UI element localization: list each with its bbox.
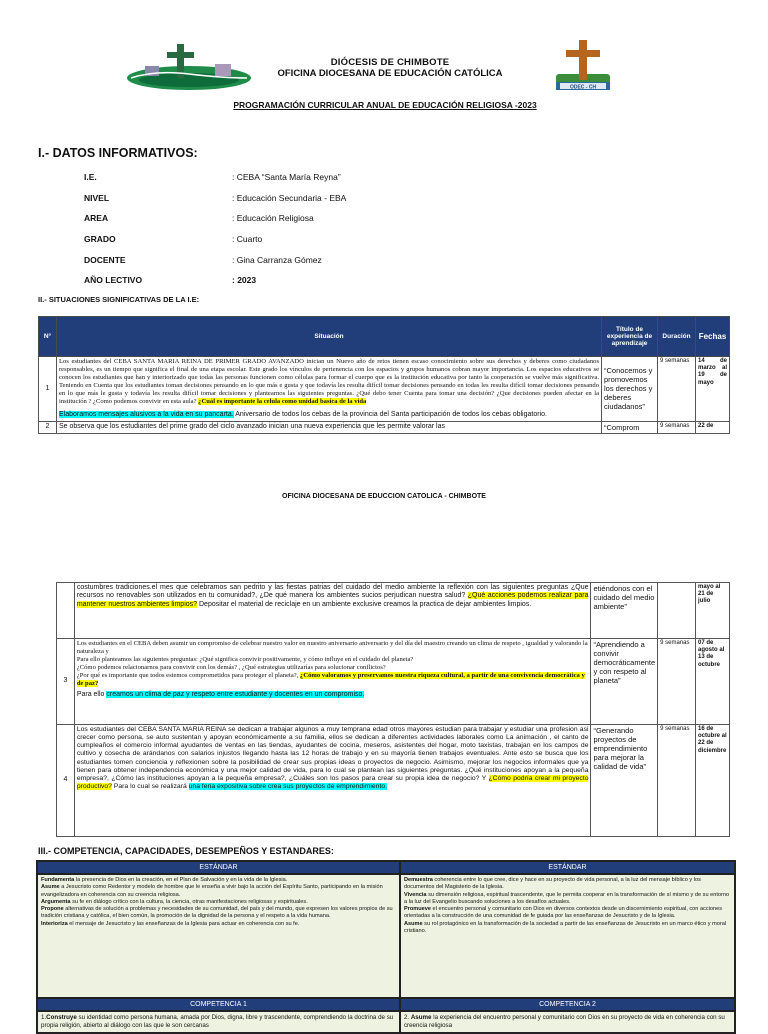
competence2-cell [400, 1011, 735, 1033]
duration-cell: 9 semanas [658, 421, 696, 433]
competence1-header: COMPETENCIA 1 [37, 998, 400, 1011]
standard-item [41, 899, 396, 906]
page-footer: OFICINA DIOCESANA DE EDUCCION CATOLICA - CHIMBOTE [282, 493, 486, 500]
section1-title: I.- DATOS INFORMATIVOS: [38, 146, 198, 160]
situation-cell [56, 357, 601, 422]
standard-item [404, 921, 731, 936]
situation-line: Para ello planteamos las siguientes preguntas: ¿Qué significa convivir positivamente, y cómo influye en el cuidado del planeta? [76, 655, 414, 663]
section2-title: II.- SITUACIONES SIGNIFICATIVAS DE LA I.E: [38, 295, 200, 304]
standard-verb: Promueve [403, 906, 431, 913]
office-title: OFICINA DIOCESANA DE EDUCACIÓN CATÓLICA [277, 68, 503, 79]
standard-left-cell [37, 874, 400, 998]
competence-text: su identidad como persona humana, amada por Dios, digna, libre y trascendente, comprendiendo la doctrina de su propia religión, abierto al diálogo con las que le son cercanas [41, 1014, 394, 1030]
situation-cell: Se observa que los estudiantes del prime grado del ciclo avanzado inician una nueva experiencia que les permite valorar las [56, 421, 601, 433]
situation-highlight: ¿Cómo valoramos y preservamos nuestra riqueza cultural, a partir de una convivencia democrática y de paz? [76, 671, 585, 687]
standard-item [41, 884, 396, 899]
standard-verb: Argumenta [41, 898, 71, 905]
situation-extra-text: Aniversario de todos los cebas de la provincia del Santa participación de todos los cebas obligatorio. [233, 411, 547, 419]
program-title: PROGRAMACIÓN CURRICULAR ANUAL DE EDUCACIÓN RELIGIOSA -2023 [233, 100, 537, 110]
info-value: : 2023 [232, 275, 257, 285]
situation-highlight: ¿Cómo podría crear mi proyecto productivo? [76, 774, 589, 791]
competence-text: la experiencia del encuentro personal y comunitario con Dios en su proyecto de vida en coherencia con su creencia religiosa [403, 1014, 725, 1030]
col-num: N° [39, 317, 57, 357]
standard-text: su fe en diálogo crítico con la cultura, la ciencia, otras manifestaciones religiosas y espirituales. [70, 898, 308, 905]
info-key: GRADO [84, 234, 116, 244]
title-cell: “Comprom [602, 421, 658, 433]
standard-item [41, 906, 396, 921]
dates-cell: 22 de [695, 421, 729, 433]
info-key: DOCENTE [84, 255, 126, 265]
situation-final-pre: Para ello [76, 691, 107, 699]
standards-table [36, 860, 736, 1034]
info-value: : CEBA “Santa María Reyna” [232, 172, 341, 182]
standard-text: su rol protagónico en la transformación de la sociedad a partir de las enseñanzas de Jesucristo en un marco ético y moral cristiano. [403, 920, 727, 934]
info-key: I.E. [84, 172, 97, 182]
info-key: AREA [84, 213, 109, 223]
info-value: : Educación Religiosa [232, 213, 314, 223]
standard-verb: Interioriza [41, 920, 68, 927]
standard-item [404, 877, 731, 892]
table-row [39, 421, 730, 433]
table-row [57, 583, 730, 639]
table-row [57, 639, 730, 725]
info-value: : Gina Carranza Gómez [232, 255, 322, 265]
table-row [57, 725, 730, 837]
dates-cell: mayo al 21 de julio [695, 583, 729, 639]
standard-verb: Propone [41, 906, 64, 913]
standard-item [404, 892, 731, 907]
situation-extra-highlight: Elaboramos mensajes alusivos a la vida en su pancarta. [58, 411, 234, 419]
situation-line: ¿Cómo podemos relacionarnos para convivir con los demás? , ¿Qué estrategias utilizarías para solucionar conflictos? [76, 663, 386, 671]
info-key: NIVEL [84, 193, 110, 203]
duration-cell: 9 semanas [658, 725, 696, 837]
situation-highlight: ¿Cuál es importante la celula como unidad basica de la vida [198, 397, 367, 405]
col-titulo: Título de experiencia de aprendizaje [602, 317, 658, 357]
section3-title: III.- COMPETENCIA, CAPACIDADES, DESEMPEÑOS Y ESTANDARES: [38, 846, 334, 856]
standard-text: la presencia de Dios en la creación, en el Plan de Salvación y en la vida de la Iglesia. [74, 877, 288, 883]
situation-highlight: ¿Qué acciones podemos realizar para mantener nuestros ambientes limpios? [76, 592, 589, 608]
table-row [39, 357, 730, 422]
situation-final-highlight: creamos un clima de paz y respeto entre estudiante y docentes en un compromiso. [106, 691, 365, 699]
competence-verb: Asume [410, 1014, 432, 1021]
standard-text: el encuentro personal y comunitario con Dios en diversos contextos desde un discernimiento espiritual, con acciones orientadas a la construcción de una comunidad de fe guiada por las enseñanzas de Jesucristo y de la Iglesia. [403, 906, 723, 920]
situation-line: ¿Por qué es importante que todos estemos comprometidos para proteger el planeta?, [76, 671, 301, 679]
odec-logo-text: ODEC - CH [569, 84, 597, 91]
info-value: : Educación Secundaria - EBA [232, 193, 347, 203]
diocese-logo-left [125, 40, 253, 92]
row-number: 4 [57, 725, 75, 837]
standard-verb: Asume [403, 920, 423, 927]
situation-cell [74, 725, 591, 837]
situation-after: Para lo cual se realizará [111, 783, 189, 791]
competence-number: 1. [41, 1014, 47, 1021]
row-number-empty [57, 583, 75, 639]
diocese-title: DIÓCESIS DE CHIMBOTE [330, 57, 450, 68]
situation-highlight-2: una feria expositiva sobre crea sus proyectos de emprendimiento. [188, 783, 388, 791]
dates-cell: 14 de marzo al 19 de mayo [695, 357, 729, 422]
standard-verb: Vivencia [403, 891, 427, 898]
standard-text: a Jesucristo como Redentor y modelo de hombre que le enseña a vivir bajo la acción del Espíritu Santo, participando en la misión evangelizadora en coherencia con su creencia religiosa. [41, 884, 383, 898]
info-value: : Cuarto [232, 234, 263, 244]
situation-cell [74, 639, 591, 725]
standard-right-cell [400, 874, 735, 998]
duration-cell: 9 semanas [658, 357, 696, 422]
competence1-cell [37, 1011, 400, 1033]
standard-header-right: ESTÁNDAR [400, 861, 735, 874]
title-cell: “Aprendiendo a convivir democráticamente y con respeto al planeta” [591, 639, 658, 725]
row-number: 1 [39, 357, 57, 422]
standard-item [41, 877, 396, 884]
standard-verb: Demuestra [403, 877, 433, 883]
col-duracion: Duración [658, 317, 696, 357]
standard-verb: Fundamenta [41, 877, 75, 883]
odec-logo-right [548, 38, 618, 94]
situation-text: Los estudiantes del CEBA SANTA MARIA REINA DE PRIMER GRADO AVANZADO inician un Nuevo año de retos tienen escaso conocimiento sobre sus derechos y deberes como ciudadanos responsables, es un tiempo que significa el final de una etapa escolar. Este grado los vínculos de pertenencia con los espacios y grupos humanos cobran mayor importancia. Los espacios educativos se conocen los estudiantes que han y interiorizado que todas las personas funcionen como células para formar el cuerpo que es la institución educativa por tanto la cooperación se vuelve más significativa. Teniendo en Cuenta que los estudiantes toman decisiones pensando en lo que más e gusta y que todavía les resulta difícil tomar decisiones pensando en todas les resulta difícil tomar decisiones pensando en lo que más le gusta y todavía les resulta difícil tomar decisiones y plantearnos las siguientes preguntas. ¿Qué debo tener Cuenta para tomar una decisión? ¿Que decisiones pueden afectar en la institución ? ¿Como podemos convivir en esta aula? [58, 358, 600, 405]
row-number: 2 [39, 421, 57, 433]
title-cell: etiéndonos con el cuidado del medio ambiente” [591, 583, 658, 639]
title-cell: “Generando proyectos de emprendimiento para mejorar la calidad de vida” [591, 725, 658, 837]
row-number: 3 [57, 639, 75, 725]
situation-after: Depositar el material de reciclaje en un ambiente exclusive creamos la practica de dejar ambientes limpios. [197, 600, 532, 608]
standard-text: el mensaje de Jesucristo y las enseñanzas de la Iglesia para actuar en coherencia con su fe. [67, 920, 300, 927]
situation-line: Los estudiantes en el CEBA deben asumir un compromiso de celebrar nuestro valor en nuestro aniversario aniversario y del día del maestro creando un clima de respeto , igualdad y valorando la naturaleza y [76, 640, 588, 655]
col-fechas: Fechas [695, 317, 729, 357]
standard-verb: Asume [41, 884, 60, 891]
duration-cell-empty [658, 583, 696, 639]
situation-cell [74, 583, 591, 639]
situations-table [38, 316, 730, 434]
standard-item [41, 921, 396, 928]
competence-number: 2. [403, 1014, 410, 1021]
standard-text: coherencia entre lo que cree, dice y hace en su proyecto de vida personal, a la luz del mensaje bíblico y los documentos del Magisterio de la Iglesia. [403, 877, 701, 891]
situation-text: costumbres tradiciones.el mes que celebramos san pedrito y las fiestas patrias del cuidado del medio ambiente la reflexión con las siguientes preguntas ¿Que recursos no renovables son utilizados en tu comunidad?, ¿De qué manera los ambientes sucios perjudican nuestra salud? [76, 584, 589, 600]
standard-text: su dimensión religiosa, espiritual trascendente, que le permita cooperar en la transformación de sí mismo y de su entorno a la luz del Evangelio buscando soluciones a los desafíos actuales. [403, 891, 730, 905]
competence2-header: COMPETENCIA 2 [400, 998, 735, 1011]
info-key: AÑO LECTIVO [84, 275, 143, 285]
situations-table-continued [56, 582, 730, 837]
standard-header-left: ESTÁNDAR [37, 861, 400, 874]
title-cell: “Conocemos y promovemos los derechos y deberes ciudadanos” [602, 357, 658, 422]
competence-verb: Construye [46, 1014, 77, 1021]
dates-cell: 16 de octubre al 22 de diciembre [695, 725, 729, 837]
col-situacion: Situación [56, 317, 601, 357]
situation-text: Los estudiantes del CEBA SANTA MARIA REINA se dedican a trabajar algunos a muy temprana edad otros mayores estudian para trabajar y estudiar una profesion asi crecer como persona, se auto sustentan y apoyan económicamente a su familia, ellos se dedican a diferentes actividades laborales como La animación , el canto de cumpleaños el comercio informal ayudantes de ventas en las tiendas, ayudantes de cocina, meseros, asistentes del hogar, moto taxistas, trabajan en los campos de cultivo y cosecha de arándanos con salarios injustos llegando hasta las 12 horas de trabajo y en su mayoría tienen trabajos eventuales. Ante esto se busca que los estudiantes tomen conciencia y reflexionen sobre la posibilidad de crear sus propias ideas o proyectos de negocio. Asimismo, mejorar los negocios informales que ya tienen para obtener independencia económica y una mejor calidad de vida, para lo cual se plantean las siguientes preguntas. ¿Qué instituciones apoyan a la pequeña empresa?, ¿Cómo las instituciones apoyan a la pequeña empresa?, ¿Cuáles son los pasos para crear su propia idea de negocio? Y [76, 726, 589, 782]
standard-text: alternativas de solución a problemas y necesidades de su comunidad, del país y del mundo, que expresen los valores propios de su tradición cristiana y católica, el bien común, la promoción de la dignidad de la persona y el respeto a la vida humana. [41, 906, 393, 920]
dates-cell: 07 de agosto al 13 de octubre [695, 639, 729, 725]
duration-cell: 9 semanas [658, 639, 696, 725]
standard-item [404, 906, 731, 921]
